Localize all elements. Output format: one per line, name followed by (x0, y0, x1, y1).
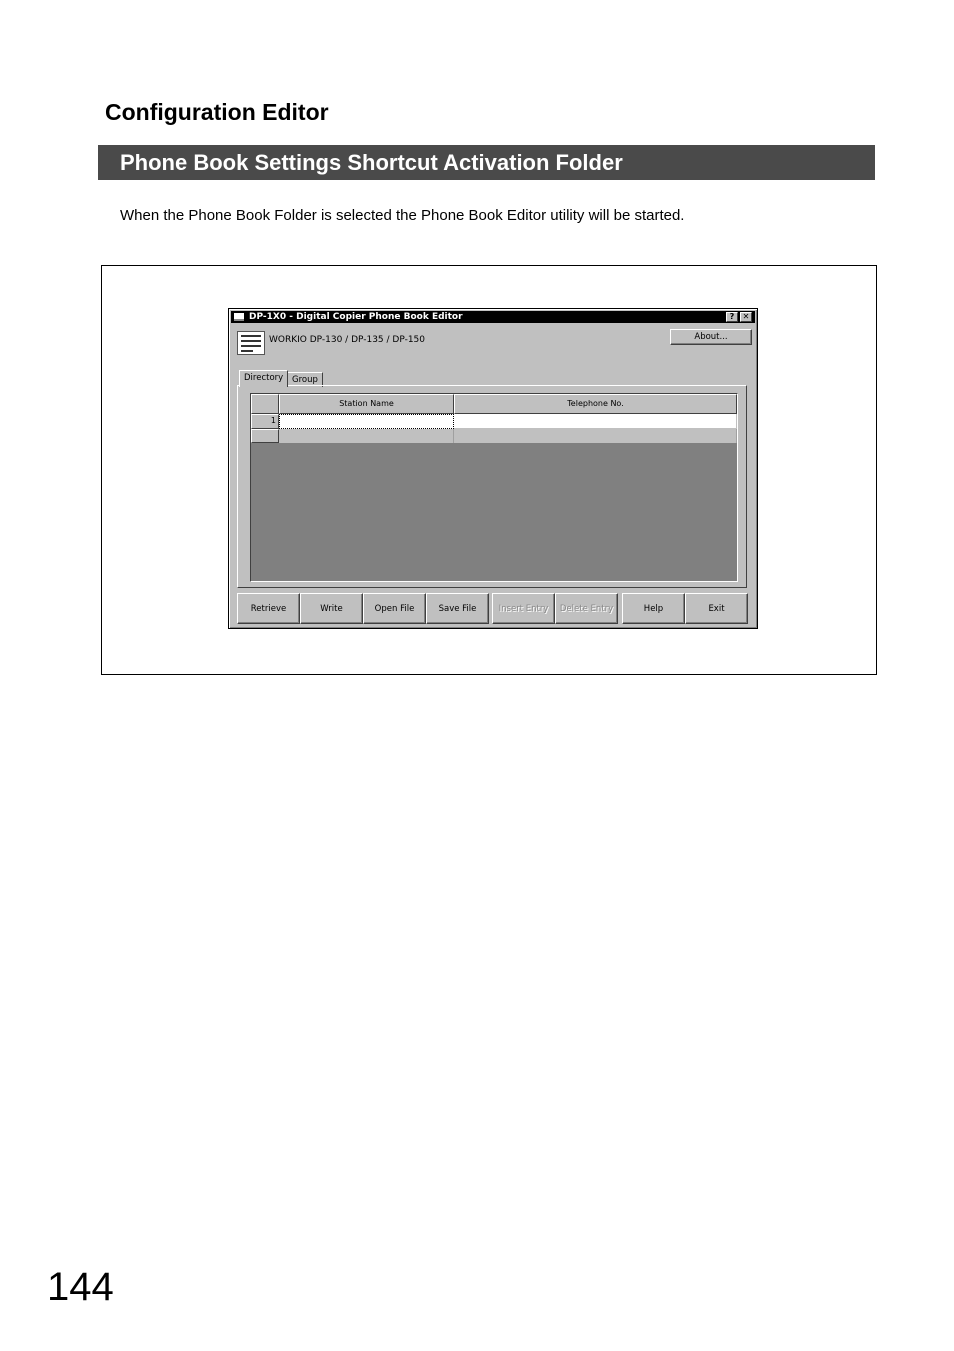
directory-tab-panel (237, 385, 747, 588)
section-title: Configuration Editor (105, 99, 329, 125)
close-icon[interactable]: ✕ (740, 312, 752, 322)
app-icon (234, 313, 244, 321)
subsection-banner: Phone Book Settings Shortcut Activation Folder (98, 145, 875, 180)
command-button-bar (237, 593, 747, 625)
copier-model-icon (237, 331, 265, 355)
exit-button[interactable]: Exit (685, 593, 748, 624)
about-button[interactable]: About... (670, 329, 752, 345)
grid-corner-header (251, 394, 279, 414)
intro-paragraph: When the Phone Book Folder is selected the Phone Book Editor utility will be started. (120, 207, 685, 224)
phone-book-editor-window (228, 308, 758, 629)
page-number: 144 (47, 1265, 114, 1309)
column-header-station-name[interactable]: Station Name (279, 394, 454, 414)
delete-entry-button[interactable]: Delete Entry (555, 593, 618, 624)
help-icon[interactable]: ? (726, 312, 738, 322)
open-file-button[interactable]: Open File (363, 593, 426, 624)
column-header-telephone-no[interactable]: Telephone No. (454, 394, 737, 414)
directory-grid[interactable] (250, 393, 738, 582)
retrieve-button[interactable]: Retrieve (237, 593, 300, 624)
write-button[interactable]: Write (300, 593, 363, 624)
model-label: WORKIO DP-130 / DP-135 / DP-150 (269, 335, 426, 345)
row-header-1[interactable]: 1 (251, 414, 279, 429)
station-name-cell[interactable] (279, 414, 454, 429)
row-header-new[interactable] (251, 429, 279, 443)
tab-directory[interactable]: Directory (239, 370, 288, 387)
insert-entry-button[interactable]: Insert Entry (492, 593, 555, 624)
help-button[interactable]: Help (622, 593, 685, 624)
window-title: DP-1X0 - Digital Copier Phone Book Editor (249, 312, 463, 322)
new-row-station-name-cell[interactable] (279, 429, 454, 443)
tab-group[interactable]: Group (287, 372, 323, 387)
title-bar[interactable] (231, 311, 755, 323)
telephone-no-cell[interactable] (454, 414, 737, 429)
new-row-telephone-no-cell[interactable] (454, 429, 737, 443)
save-file-button[interactable]: Save File (426, 593, 489, 624)
